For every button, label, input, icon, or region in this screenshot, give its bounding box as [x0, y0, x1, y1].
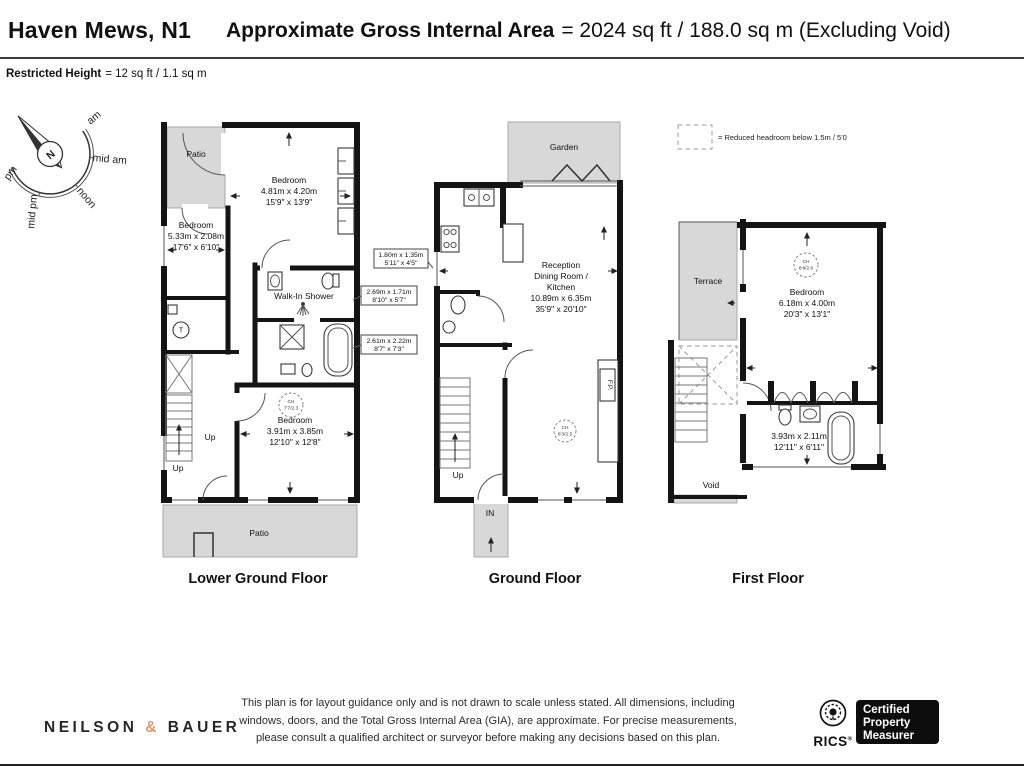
- badge-line1: Certified: [863, 704, 910, 716]
- brand-part1: NEILSON: [44, 719, 138, 736]
- bedroom2-metric: 5.33m x 2.08m: [167, 231, 225, 241]
- compass-label-pm: pm: [1, 163, 20, 183]
- wardrobe-icons: [338, 148, 354, 234]
- bathroom-imperial: 12'11" x 6'11": [773, 442, 825, 452]
- legend-swatch: [678, 125, 712, 149]
- compass-label-am: am: [84, 108, 104, 128]
- void-label: Void: [702, 480, 720, 490]
- floor-name-lower-ground: Lower Ground Floor: [188, 571, 328, 587]
- badge-line3: Measurer: [863, 730, 915, 743]
- legend-text: = Reduced headroom below 1.5m / 5'0: [718, 133, 847, 142]
- ceiling-height-marker: [554, 420, 576, 442]
- toilet-icon: [302, 364, 312, 377]
- dim-box2-imperial: 8'10" x 5'7": [372, 297, 406, 304]
- gia-value: = 2024 sq ft / 188.0 sq m (Excluding Void): [561, 19, 951, 42]
- walk-in-shower-label: Walk-In Shower: [274, 291, 334, 301]
- kitchen-fixtures: [441, 189, 523, 262]
- bedroom3-imperial: 12'10" x 12'8": [269, 437, 321, 447]
- floor-name-ground: Ground Floor: [488, 571, 582, 587]
- reception-line2: Dining Room /: [534, 271, 588, 281]
- ceiling-height-marker: [794, 253, 818, 277]
- toilet-icon: [451, 296, 465, 314]
- page-bottom-divider: [0, 764, 1024, 766]
- ch-line1: CH: [802, 260, 810, 265]
- toilet-icon: [779, 409, 791, 425]
- ch-line2: 8'3/2.5: [557, 432, 573, 438]
- basin-icon: [443, 321, 455, 333]
- compass-north-label: N: [44, 148, 58, 163]
- reduced-headroom-area: [679, 346, 737, 404]
- patio-bottom-label: Patio: [249, 528, 269, 538]
- rics-lion-icon: [813, 699, 853, 729]
- patio-top-area: [167, 127, 225, 208]
- closet-doors: [768, 381, 858, 404]
- compass-rose: [1, 108, 127, 229]
- first-floor-plan: [671, 222, 884, 587]
- brand-part2: BAUER: [167, 719, 241, 736]
- floorplan-canvas: [0, 100, 1024, 600]
- ceiling-height-marker: [279, 393, 303, 417]
- floor-name-first: First Floor: [732, 571, 804, 587]
- terrace-label: Terrace: [693, 276, 723, 286]
- dim-box3-metric: 2.61m x 2.22m: [366, 338, 412, 345]
- wc-fixtures: [443, 296, 465, 333]
- garden-area: [508, 122, 620, 183]
- garden-label: Garden: [549, 142, 579, 152]
- rics-wordmark: RICS®: [813, 734, 853, 749]
- restricted-label: Restricted Height: [6, 68, 102, 80]
- stairs: [675, 358, 707, 442]
- ch-line1: CH: [561, 426, 569, 431]
- dim-box1-imperial: 5'11" x 4'5": [384, 260, 418, 267]
- ch-line2: 8'8/2.6: [798, 266, 814, 272]
- ch-line2: 7'7/2.3: [283, 406, 299, 412]
- page-title: Haven Mews, N1: [8, 17, 192, 43]
- hob-icon: [441, 226, 459, 252]
- reception-metric: 10.89m x 6.35m: [530, 293, 592, 303]
- restricted-value: = 12 sq ft / 1.1 sq m: [105, 68, 207, 80]
- gross-internal-area: [226, 19, 951, 43]
- compass-label-noon: noon: [74, 185, 99, 211]
- reception-line1: Reception: [541, 260, 581, 270]
- entrance-in-label: IN: [485, 508, 495, 518]
- fireplace-label: F.P.: [606, 379, 613, 391]
- reduced-headroom-legend: [678, 125, 847, 149]
- bedroom3-metric: 3.91m x 3.85m: [266, 426, 324, 436]
- dim-box1-metric: 1.80m x 1.35m: [378, 252, 424, 259]
- disclaimer-line3: please consult a qualified architect or surveyor before making any decisions based on this plan.: [255, 732, 721, 744]
- dimension-callouts: [353, 249, 438, 354]
- compass-label-mid-pm: mid pm: [25, 193, 41, 230]
- rics-logo: [810, 699, 856, 749]
- kitchen-unit: [503, 224, 523, 262]
- bedroom1-name: Bedroom: [271, 175, 307, 185]
- compass-label-mid-am: mid am: [92, 152, 128, 167]
- ch-line1: CH: [287, 400, 295, 405]
- brand-ampersand: &: [145, 719, 160, 736]
- ground-floor-plan: [433, 122, 620, 587]
- bedroom-imperial: 20'3" x 13'1": [783, 309, 831, 319]
- certified-property-measurer-badge: [856, 700, 939, 744]
- disclaimer-text: [212, 695, 764, 748]
- header-divider: [0, 57, 1024, 59]
- patio-top-label: Patio: [186, 149, 206, 159]
- reception-imperial: 35'9" x 20'10": [535, 304, 587, 314]
- boiler-icon: [168, 305, 177, 314]
- bedroom2-name: Bedroom: [178, 220, 214, 230]
- badge-line2: Property: [863, 717, 911, 730]
- disclaimer-line2: windows, doors, and the Total Gross Internal Area (GIA), are approximate. For precise measurements,: [239, 714, 737, 727]
- tank-label: T: [178, 327, 184, 335]
- dim-box3-imperial: 8'7" x 7'3": [374, 346, 404, 353]
- up-label-2: Up: [172, 463, 184, 473]
- lower-ground-floor-plan: [160, 125, 357, 587]
- restricted-height: [6, 68, 207, 80]
- bedroom3-name: Bedroom: [277, 415, 313, 425]
- stairs: [440, 378, 470, 468]
- up-label-1: Up: [204, 432, 216, 442]
- agency-logo: [44, 719, 240, 737]
- gia-label: Approximate Gross Internal Area: [226, 19, 555, 42]
- stairs: [166, 355, 192, 461]
- bedroom-name: Bedroom: [789, 287, 825, 297]
- up-label: Up: [452, 470, 464, 480]
- bedroom2-imperial: 17'6" x 6'10": [172, 242, 220, 252]
- dim-box2-metric: 2.69m x 1.71m: [366, 289, 412, 296]
- bathroom-fixtures: [280, 324, 352, 377]
- reception-line3: Kitchen: [546, 282, 576, 292]
- disclaimer-line1: This plan is for layout guidance only and is not drawn to scale unless stated. All dimensions, including: [241, 697, 735, 709]
- basin-icon: [281, 364, 295, 374]
- bathroom-metric: 3.93m x 2.11m: [771, 431, 827, 441]
- bedroom1-metric: 4.81m x 4.20m: [260, 186, 318, 196]
- fireplace: [598, 360, 618, 462]
- bedroom1-imperial: 15'9" x 13'9": [265, 197, 313, 207]
- bedroom-metric: 6.18m x 4.00m: [778, 298, 836, 308]
